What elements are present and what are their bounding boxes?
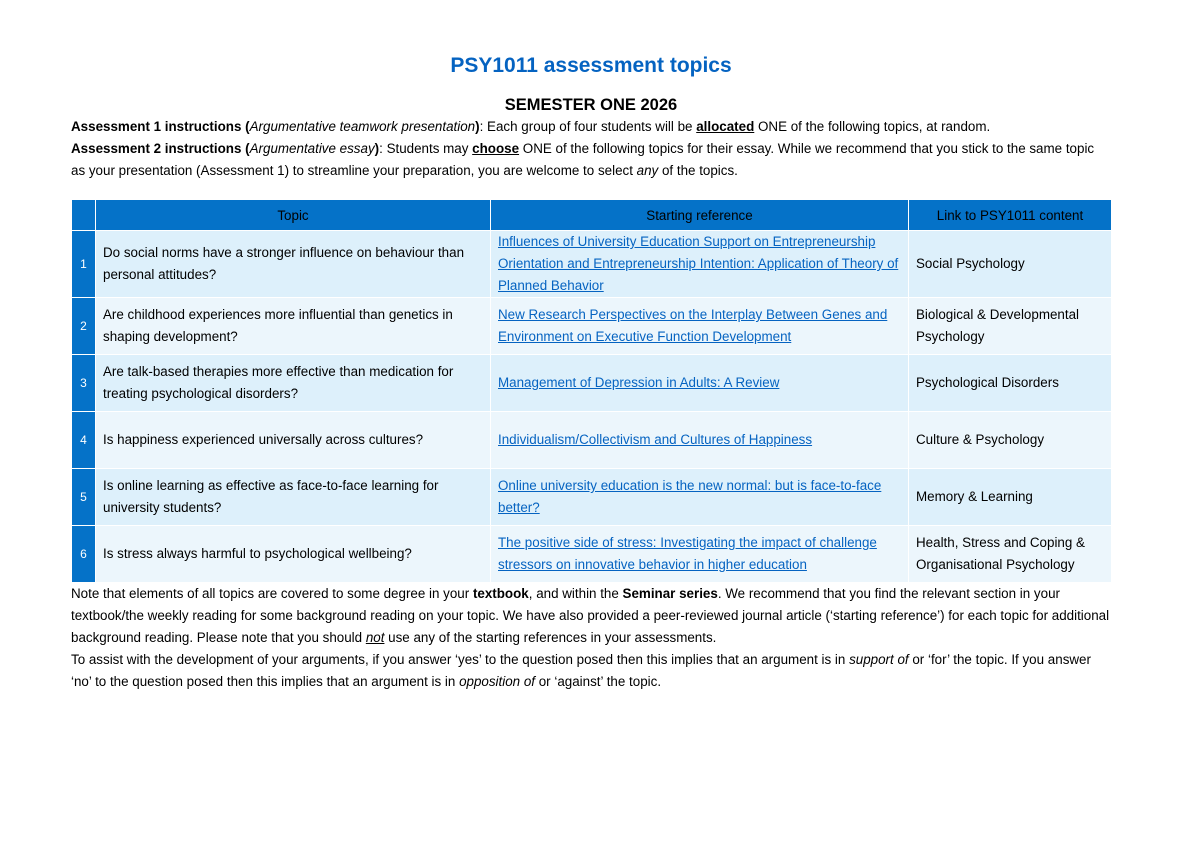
semester-heading: SEMESTER ONE 2026 [504, 96, 678, 114]
row-content: Health, Stress and Coping & Organisational Psychology [909, 526, 1112, 583]
header-reference: Starting reference [491, 200, 909, 231]
table-row [72, 355, 1112, 412]
row-topic: Is online learning as effective as face-to-face learning for university students? [96, 469, 491, 526]
assist-text-1: To assist with the development of your arguments, if you answer ‘yes’ to the question posed then this implies that an argument is in [71, 652, 850, 667]
assessment2-text-before: : Students may [379, 141, 473, 156]
row-number: 6 [72, 526, 96, 583]
reference-link[interactable]: Influences of University Education Support on Entrepreneurship Orientation and Entrepreneurship Intention: Application of Theory of Planned Behavior [498, 234, 899, 293]
reference-link[interactable]: The positive side of stress: Investigating the impact of challenge stressors on innovative behavior in higher education [498, 535, 877, 572]
row-content: Psychological Disorders [909, 355, 1112, 412]
reference-link[interactable]: New Research Perspectives on the Interplay Between Genes and Environment on Executive Function Development [498, 307, 888, 344]
table-row [72, 298, 1112, 355]
assist-italic-opposition: opposition of [459, 674, 536, 689]
note-bold-seminar: Seminar series [622, 586, 718, 601]
assessment1-text-after: ONE of the following topics, at random. [754, 119, 991, 134]
header-content: Link to PSY1011 content [909, 200, 1112, 231]
assist-text-3: or ‘against’ the topic. [535, 674, 662, 689]
note-text-4: use any of the starting references in your assessments. [384, 630, 717, 645]
page-title: PSY1011 assessment topics [450, 54, 732, 77]
row-topic: Are talk-based therapies more effective than medication for treating psychological disorders? [96, 355, 491, 412]
assessment1-label: Assessment 1 instructions [71, 119, 242, 134]
row-number: 3 [72, 355, 96, 412]
row-reference [491, 355, 909, 412]
reference-link[interactable]: Online university education is the new normal: but is face-to-face better? [498, 478, 882, 515]
row-reference [491, 469, 909, 526]
assessment2-emph2: any [636, 163, 659, 178]
note-bold-textbook: textbook [472, 586, 529, 601]
note-emph-not: not [365, 630, 385, 645]
row-topic: Do social norms have a stronger influence on behaviour than personal attitudes? [96, 231, 491, 298]
row-reference [491, 526, 909, 583]
row-content: Social Psychology [909, 231, 1112, 298]
table-row [72, 231, 1112, 298]
assessment1-instructions: Assessment 1 instructions (Argumentative teamwork presentation): Each group of four students will be allocated ONE of the following topics, at random. [71, 119, 991, 134]
header-number [72, 200, 96, 231]
note-paragraph [71, 583, 1111, 649]
note-text-2: , and within the [528, 586, 623, 601]
assessment2-text-after: of the topics. [658, 163, 738, 178]
row-number: 2 [72, 298, 96, 355]
assessment1-emph: allocated [696, 119, 755, 134]
row-number: 4 [72, 412, 96, 469]
note-text-3: . We recommend that you find the relevant section in your textbook/the weekly reading for some background reading on your topic. We have also provided a peer-reviewed journal article (‘starting reference’) for each topic for additional background reading. Please note that you should [71, 586, 1110, 645]
assessment2-text-mid: ONE of the following topics for their essay. While we recommend that you stick to the same topic as your presentation (Assessment 1) to streamline your preparation, you are welcome to select [71, 141, 1095, 178]
row-number: 1 [72, 231, 96, 298]
assist-paragraph [71, 649, 1111, 693]
table-row [72, 469, 1112, 526]
row-reference [491, 231, 909, 298]
table-header-row [72, 200, 1112, 231]
assessment2-instructions: Assessment 2 instructions (Argumentative essay): Students may choose ONE of the following topics for their essay. While we recommend that you stick to the same topic as your presentation (Assessment 1) to streamline your preparation, you are welcome to select any of the topics. [71, 141, 1095, 178]
row-reference [491, 298, 909, 355]
assessment1-text-before: : Each group of four students will be [479, 119, 697, 134]
topics-table [71, 199, 1112, 583]
assessment1-type: Argumentative teamwork presentation [249, 119, 476, 134]
assist-italic-support: support of [849, 652, 909, 667]
row-topic: Is happiness experienced universally across cultures? [96, 412, 491, 469]
row-topic: Is stress always harmful to psychological wellbeing? [96, 526, 491, 583]
reference-link[interactable]: Individualism/Collectivism and Cultures of Happiness [498, 432, 813, 447]
row-reference [491, 412, 909, 469]
row-number: 5 [72, 469, 96, 526]
note-text-1: Note that elements of all topics are covered to some degree in your [71, 586, 473, 601]
row-content: Culture & Psychology [909, 412, 1112, 469]
table-row [72, 526, 1112, 583]
reference-link[interactable]: Management of Depression in Adults: A Review [498, 375, 780, 390]
assessment2-emph: choose [472, 141, 520, 156]
row-content: Biological & Developmental Psychology [909, 298, 1112, 355]
assist-text-2: or ‘for’ the topic. If you answer ‘no’ to the question posed then this implies that an argument is in [71, 652, 1091, 689]
header-topic: Topic [96, 200, 491, 231]
row-content: Memory & Learning [909, 469, 1112, 526]
document-page [71, 52, 1111, 693]
assessment2-type: Argumentative essay [249, 141, 375, 156]
table-row [72, 412, 1112, 469]
assessment2-label: Assessment 2 instructions [71, 141, 242, 156]
row-topic: Are childhood experiences more influential than genetics in shaping development? [96, 298, 491, 355]
